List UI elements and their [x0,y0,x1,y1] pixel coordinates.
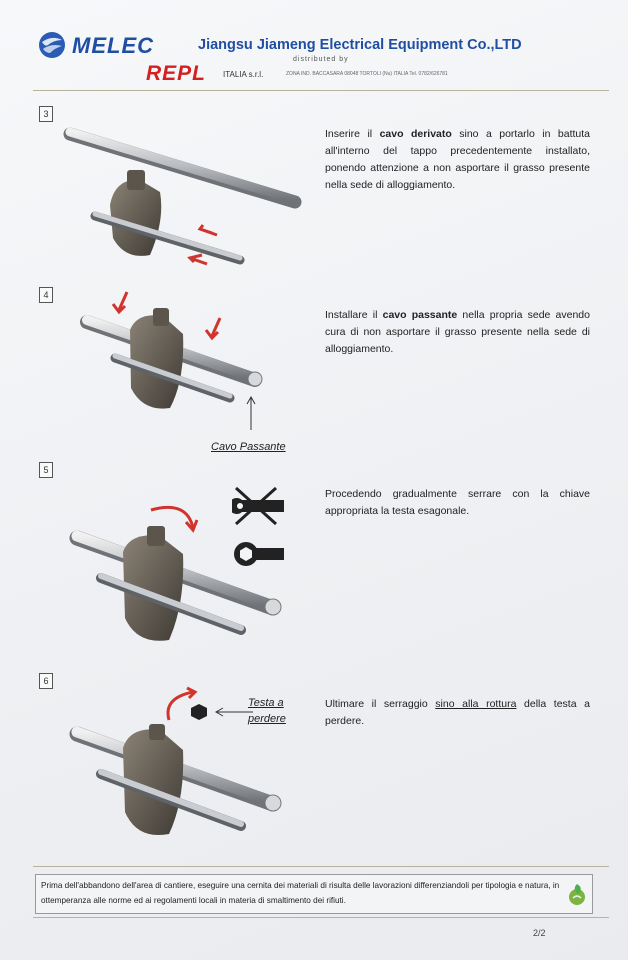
disposal-note: Prima dell'abbandono dell'area di cantiere, eseguire una cernita dei materiali di risulta delle lavorazioni differenziandoli per tipologia e natura, in ottemperanza alle norme ed ai regolamenti locali in materia di smaltimento dei rifiuti. [41,881,560,905]
step-number: 4 [39,287,53,303]
text-run: Inserire il [325,128,380,140]
step-3-illustration [55,120,305,280]
distributed-by: distributed by [293,56,349,63]
text-run: sino a portarlo in battuta all'interno del tappo precedentemente installato, ponendo attenzione a non asportare il grasso presente nella sede di alloggiamento. [325,128,591,191]
step-5-text [325,486,590,520]
step-3-text [325,126,590,194]
text-run: Procedendo gradualmente serrare con la chiave appropriata la testa esagonale. [325,488,590,517]
text-run: Installare il [325,309,383,321]
header-divider [33,90,609,91]
text-underline: sino alla rottura [435,698,517,710]
melec-globe-icon [38,31,66,59]
socket-wrench-icon [232,538,288,570]
footer-bottom-divider [33,917,609,918]
step-number: 3 [39,106,53,122]
step-4-illustration [75,290,275,440]
text-run: Ultimare il serraggio [325,698,436,710]
step-6-illustration [65,684,290,854]
eco-leaf-icon [566,882,588,906]
text-bold: cavo derivato [379,128,452,140]
disposal-note-box [35,874,593,914]
distributor-logo: REPL [146,62,207,85]
distributor-suffix: ITALIA s.r.l. [223,70,264,79]
step-number: 5 [39,462,53,478]
crossed-wrench-icon [232,486,288,526]
distributor-address: ZONA IND. BACCASARA 08048 TORTOLI (Nu) ITALIA Tel. 0782/626781 [286,71,448,77]
step-6-text [325,696,590,730]
step-number: 6 [39,673,53,689]
text-run: della testa a perdere. [325,698,590,727]
company-name: Jiangsu Jiameng Electrical Equipment Co.,LTD [198,37,522,53]
footer-divider [33,866,609,867]
text-bold: cavo passante [382,309,458,321]
step-4-text [325,307,590,358]
text-run: nella propria sede avendo cura di non asportare il grasso presente nella sede di alloggiamento. [325,309,590,355]
cavo-passante-label: Cavo Passante [211,441,286,453]
testa-a-perdere-label-line2: perdere [248,713,286,725]
page-number: 2/2 [533,928,546,938]
brand-name: MELEC [72,33,154,58]
testa-a-perdere-label-line1: Testa a [248,697,284,709]
